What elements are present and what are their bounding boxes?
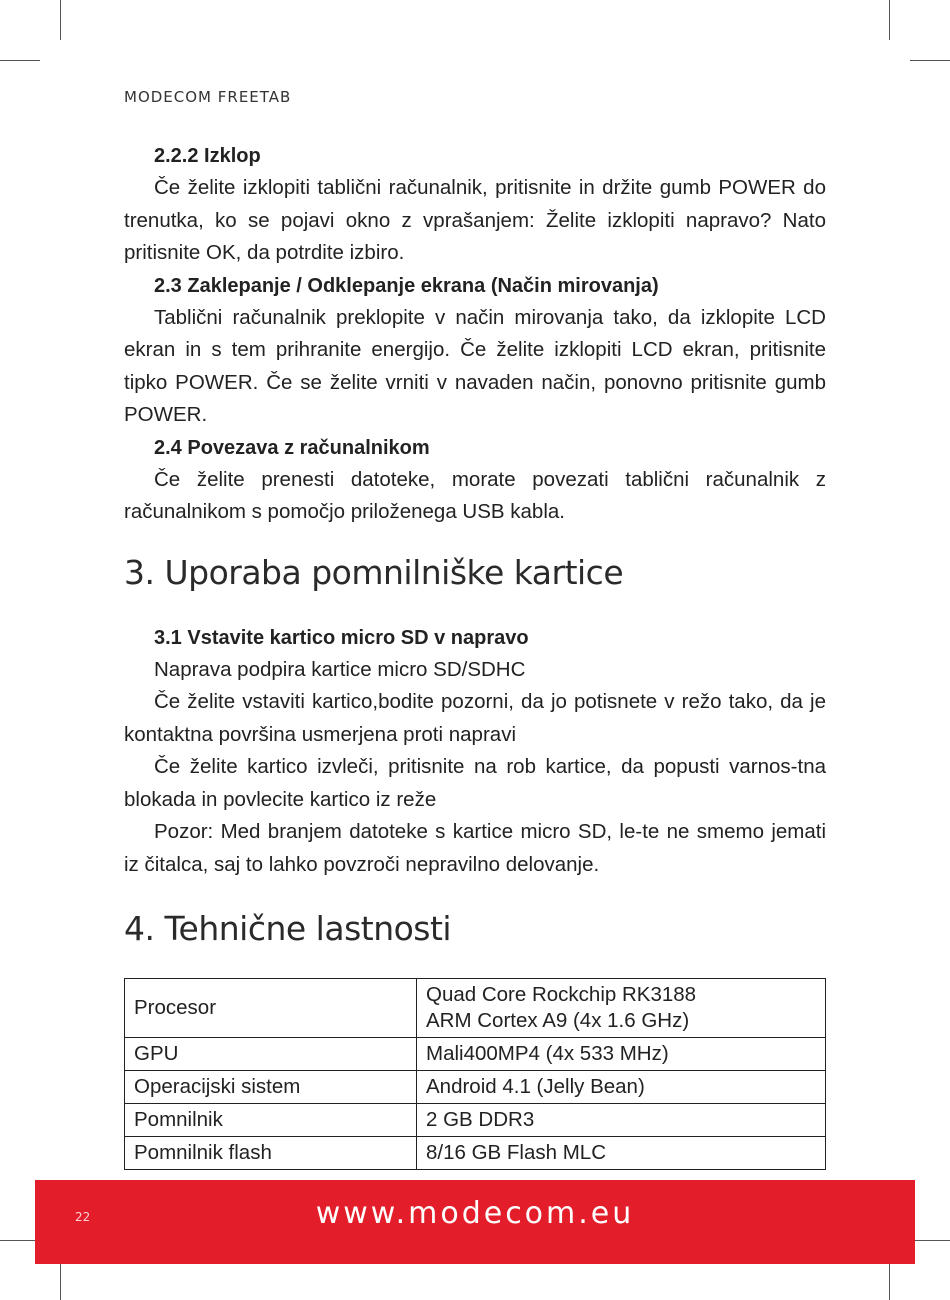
spec-value-line: Quad Core Rockchip RK3188 <box>426 983 697 1006</box>
crop-mark <box>889 0 890 40</box>
spec-label: Procesor <box>125 979 417 1038</box>
spec-label: Operacijski sistem <box>125 1071 417 1104</box>
crop-mark <box>889 1260 890 1300</box>
section-3-1-heading: 3.1 Vstavite kartico micro SD v napravo <box>154 626 529 649</box>
section-3-1-paragraph: Če želite kartico izvleči, pritisnite na rob kartice, da popusti varnos-tna blokada in povlecite kartico iz reže <box>124 755 826 811</box>
crop-mark <box>60 1260 61 1300</box>
crop-mark <box>0 1240 40 1241</box>
page-header-title: MODECOM FREETAB <box>124 88 292 106</box>
crop-mark <box>910 60 950 61</box>
footer-band <box>35 1180 915 1264</box>
crop-mark <box>910 1240 950 1241</box>
table-row <box>125 1071 826 1104</box>
spec-label: Pomnilnik <box>125 1104 417 1137</box>
table-row <box>125 1038 826 1071</box>
section-2-2-2-text: Če želite izklopiti tablični računalnik, pritisnite in držite gumb POWER do trenutka, ko se pojavi okno z vprašanjem: Želite izklopiti napravo? Nato pritisnite OK, da potrdite izbiro. <box>124 176 826 264</box>
page-content <box>124 140 826 1170</box>
table-row <box>125 1137 826 1170</box>
section-2-3-heading: 2.3 Zaklepanje / Odklepanje ekrana (Način mirovanja) <box>154 274 659 297</box>
section-4-heading: 4. Tehnične lastnosti <box>124 909 452 948</box>
spec-label: Pomnilnik flash <box>125 1137 417 1170</box>
spec-label: GPU <box>125 1038 417 1071</box>
page-number: 22 <box>75 1210 91 1224</box>
spec-value <box>417 979 826 1038</box>
section-2-2-2-heading: 2.2.2 Izklop <box>154 145 261 167</box>
specs-table <box>124 978 826 1170</box>
spec-value: Android 4.1 (Jelly Bean) <box>417 1071 826 1104</box>
spec-value: 8/16 GB Flash MLC <box>417 1137 826 1170</box>
section-3-1-paragraph: Če želite vstaviti kartico,bodite pozorni, da jo potisnete v režo tako, da je kontaktna površina usmerjena proti napravi <box>124 690 826 746</box>
spec-value: 2 GB DDR3 <box>417 1104 826 1137</box>
crop-mark <box>0 60 40 61</box>
table-row <box>125 979 826 1038</box>
section-3-1-paragraph: Pozor: Med branjem datoteke s kartice micro SD, le-te ne smemo jemati iz čitalca, saj to lahko povzroči nepravilno delovanje. <box>124 820 826 876</box>
section-2-4-heading: 2.4 Povezava z računalnikom <box>154 436 430 459</box>
crop-mark <box>60 0 61 40</box>
section-3-1-paragraph: Naprava podpira kartice micro SD/SDHC <box>154 657 526 681</box>
spec-value-line: ARM Cortex A9 (4x 1.6 GHz) <box>426 1009 690 1032</box>
table-row <box>125 1104 826 1137</box>
section-2-3-text: Tablični računalnik preklopite v način mirovanja tako, da izklopite LCD ekran in s tem prihranite energijo. Če želite izklopiti LCD ekran, pritisnite tipko POWER. Če se želite vrniti v navaden način, ponovno pritisnite gumb POWER. <box>124 305 826 426</box>
section-3-heading: 3. Uporaba pomnilniške kartice <box>124 552 624 592</box>
footer-url[interactable]: www.modecom.eu <box>315 1196 635 1231</box>
section-2-4-text: Če želite prenesti datoteke, morate povezati tablični računalnik z računalnikom s pomočjo priloženega USB kabla. <box>124 467 826 523</box>
spec-value: Mali400MP4 (4x 533 MHz) <box>417 1038 826 1071</box>
